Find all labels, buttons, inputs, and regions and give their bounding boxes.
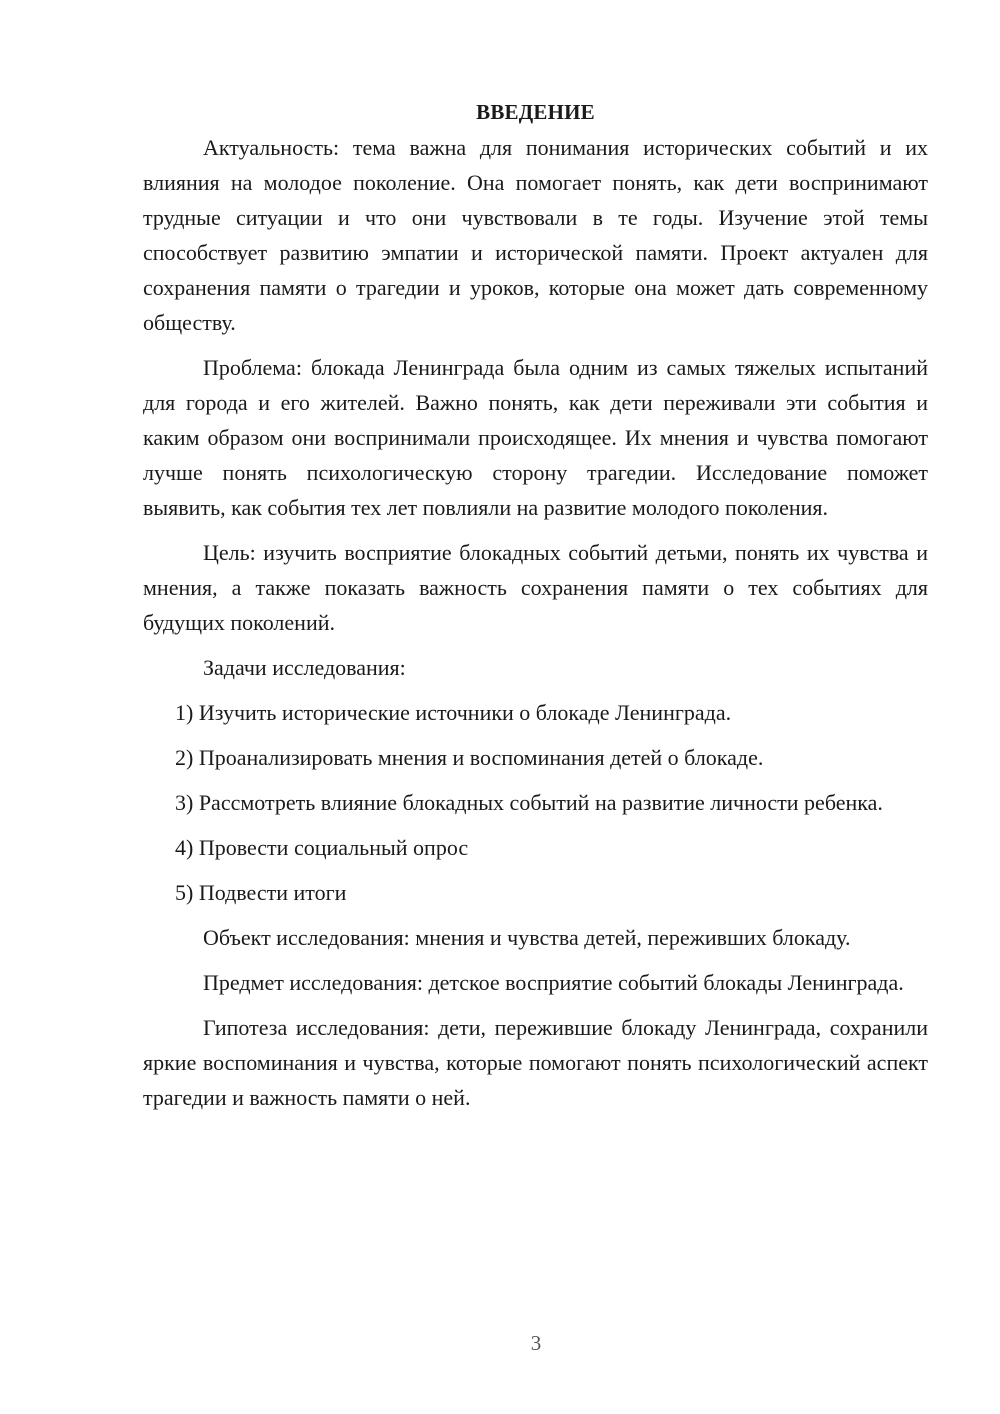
task-item: 5) Подвести итоги	[175, 880, 347, 905]
paragraph-tasks-heading: Задачи исследования:	[203, 655, 406, 680]
paragraph-goal: Цель: изучить восприятие блокадных событий детьми, понять их чувства и мнения, а также показать важность сохранения памяти о тех событиях для будущих поколений.	[143, 540, 928, 635]
document-body	[143, 95, 928, 1115]
paragraph-object: Объект исследования: мнения и чувства детей, переживших блокаду.	[203, 925, 851, 950]
page-number: 3	[530, 1331, 542, 1355]
paragraph-relevance: Актуальность: тема важна для понимания исторических событий и их влияния на молодое поколение. Она помогает понять, как дети воспринимают трудные ситуации и что они чувствовали в те годы. Изучение этой темы способствует развитию эмпатии и исторической памяти. Проект актуален для сохранения памяти о трагедии и уроков, которые она может дать современному обществу.	[143, 135, 928, 335]
section-heading: ВВЕДЕНИЕ	[476, 100, 595, 124]
task-item: 1) Изучить исторические источники о блокаде Ленинграда.	[175, 700, 732, 725]
task-item: 4) Провести социальный опрос	[175, 835, 469, 860]
paragraph-problem: Проблема: блокада Ленинграда была одним из самых тяжелых испытаний для города и его жителей. Важно понять, как дети переживали эти события и каким образом они воспринимали происходящее. Их мнения и чувства помогают лучше понять психологическую сторону трагедии. Исследование поможет выявить, как события тех лет повлияли на развитие молодого поколения.	[143, 355, 928, 520]
paragraph-hypothesis: Гипотеза исследования: дети, пережившие блокаду Ленинграда, сохранили яркие воспоминания и чувства, которые помогают понять психологический аспект трагедии и важность памяти о ней.	[143, 1015, 928, 1110]
task-item: 3) Рассмотреть влияние блокадных событий на развитие личности ребенка.	[175, 790, 883, 815]
paragraph-subject: Предмет исследования: детское восприятие событий блокады Ленинграда.	[203, 970, 904, 995]
task-item: 2) Проанализировать мнения и воспоминания детей о блокаде.	[175, 745, 764, 770]
